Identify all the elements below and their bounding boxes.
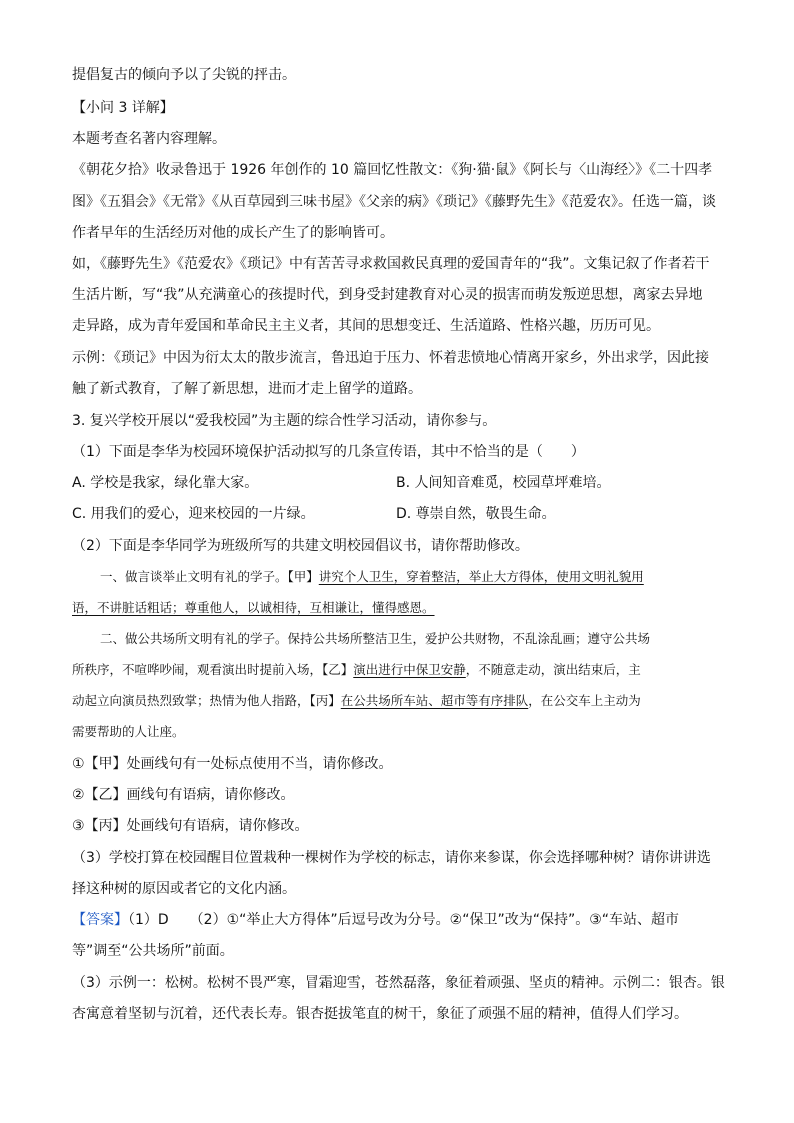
option-c: C. 用我们的爱心，迎来校园的一片绿。 <box>72 506 315 522</box>
option-a: A. 学校是我家，绿化靠大家。 <box>72 475 259 491</box>
proposal-line <box>72 691 641 711</box>
proposal-line <box>100 567 644 587</box>
text-line: 本题考查名著内容理解。 <box>72 131 226 147</box>
answer-line: 杏寓意着坚韧与沉着，还代表长寿。银杏挺拔笔直的树干，象征了顽强不屈的精神，值得人们学习。 <box>72 1006 688 1022</box>
proposal-text: 所秩序，不喧哗吵闹，观看演出时提前入场，【乙】 <box>72 662 354 677</box>
answer-text: （1）D （2）①“举止大方得体”后逗号改为分号。②“保卫”改为“保持”。③“车站、超市 <box>128 912 680 928</box>
underlined-sentence-bing: 在公共场所车站、超市等有序排队 <box>340 693 529 708</box>
text-line: 示例：《琐记》中因为衍太太的散步流言，鲁迅迫于压力、怀着悲愤地心情离开家乡，外出求学，因此接 <box>72 350 709 366</box>
option-b: B. 人间知音难觅，校园草坪难培。 <box>396 475 611 491</box>
proposal-line <box>72 660 641 680</box>
text-line: 触了新式教育，了解了新思想，进而才走上留学的道路。 <box>72 381 422 397</box>
text-line: 走异路，成为青年爱国和革命民主主义者，其间的思想变迁、生活道路、性格兴趣，历历可见。 <box>72 318 660 334</box>
proposal-text: ，不随意走动，演出结束后，主 <box>465 662 641 677</box>
question-title: 3. 复兴学校开展以“爱我校园”为主题的综合性学习活动，请你参与。 <box>72 413 497 429</box>
text-line: 提倡复古的倾向予以了尖锐的抨击。 <box>72 67 296 83</box>
sub-question: ①【甲】处画线句有一处标点使用不当，请你修改。 <box>72 756 393 772</box>
text-line: 如，《藤野先生》《范爱农》《琐记》中有苦苦寻求救国救民真理的爱国青年的“我”。文集记叙了作者若干 <box>72 256 710 272</box>
underlined-sentence-jia: 语，不讲脏话粗话；尊重他人，以诚相待，互相谦让，懂得感恩。 <box>72 600 435 615</box>
proposal-line: 需要帮助的人让座。 <box>72 724 185 739</box>
underlined-sentence-yi: 演出进行中保卫安静 <box>353 662 466 677</box>
sub-question: （3）学校打算在校园醒目位置栽种一棵树作为学校的标志，请你来参谋，你会选择哪种树？请你讲讲选 <box>72 850 711 866</box>
proposal-text: 一、做言谈举止文明有礼的学子。【甲】 <box>100 569 319 584</box>
proposal-line <box>72 598 435 618</box>
answer-tag: 【答案】 <box>72 912 128 928</box>
answer-line <box>72 910 679 930</box>
text-line: 生活片断，写“我”从充满童心的孩提时代，到身受封建教育对心灵的损害而萌发叛逆思想，离家去异地 <box>72 287 703 303</box>
text-line: 图》《五猖会》《无常》《从百草园到三味书屋》《父亲的病》《琐记》《藤野先生》《范爱农》。任选一篇，谈 <box>72 194 716 210</box>
proposal-line: 二、做公共场所文明有礼的学子。保持公共场所整洁卫生，爱护公共财物，不乱涂乱画；遵守公共场 <box>100 631 651 646</box>
text-line: 《朝花夕拾》收录鲁迅于 1926 年创作的 10 篇回忆性散文：《狗·猫·鼠》《阿长与〈山海经〉》《二十四孝 <box>72 162 713 178</box>
sub-question: ②【乙】画线句有语病，请你修改。 <box>72 787 295 803</box>
proposal-text: ，在公交车上主动为 <box>528 693 641 708</box>
sub-question: 择这种树的原因或者它的文化内涵。 <box>72 881 296 897</box>
underlined-sentence-jia: 讲究个人卫生，穿着整洁，举止大方得体，使用文明礼貌用 <box>318 569 644 584</box>
proposal-text: 动起立向演员热烈致掌；热情为他人指路，【丙】 <box>72 693 341 708</box>
option-d: D. 尊崇自然，敬畏生命。 <box>396 506 556 522</box>
text-line: 作者早年的生活经历对他的成长产生了的影响皆可。 <box>72 225 394 241</box>
sub-question: （2）下面是李华同学为班级所写的共建文明校园倡议书，请你帮助修改。 <box>72 538 529 554</box>
sub-question: ③【丙】处画线句有语病，请你修改。 <box>72 818 309 834</box>
answer-line: 等”调至“公共场所”前面。 <box>72 943 234 959</box>
section-heading: 【小问 3 详解】 <box>72 100 174 116</box>
sub-question: （1）下面是李华为校园环境保护活动拟写的几条宣传语，其中不恰当的是（ ） <box>72 444 585 460</box>
answer-line: （3）示例一：松树。松树不畏严寒，冒霜迎雪，苍然磊落，象征着顽强、坚贞的精神。示例二：银杏。银 <box>72 975 725 991</box>
